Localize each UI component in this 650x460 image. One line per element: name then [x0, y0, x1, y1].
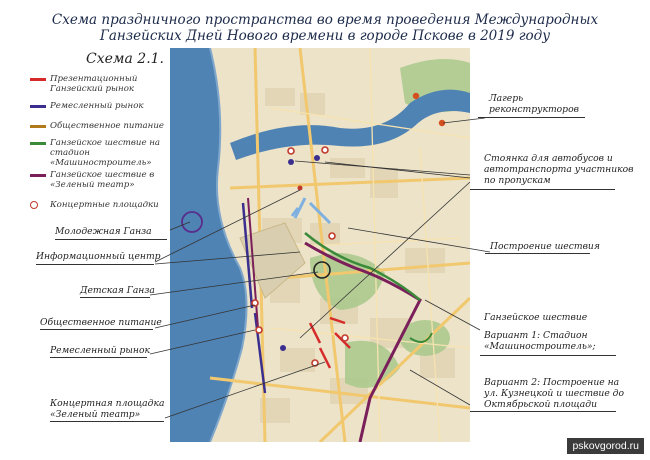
underline: [470, 189, 615, 190]
underline: [80, 297, 150, 298]
underline: [470, 411, 616, 412]
label-procession-formation: Построение шествия: [490, 241, 600, 252]
underline: [480, 355, 616, 356]
underline: [50, 421, 164, 422]
label-catering: Общественное питание: [40, 317, 162, 328]
label-info-center: Информационный центр: [36, 251, 161, 262]
label-option-2: Вариант 2: Построение на ул. Кузнецкой и шествие до Октябрьской площади: [484, 377, 625, 410]
underline: [36, 264, 154, 265]
underline: [40, 329, 153, 330]
label-youth-hansa: Молодежная Ганза: [55, 226, 152, 237]
label-craft-market: Ремесленный рынок: [50, 345, 150, 356]
label-green-theater: Концертная площадка «Зеленый театр»: [50, 398, 165, 420]
underline: [478, 117, 585, 118]
label-option-1: Вариант 1: Стадион «Машиностроитель»;: [484, 330, 596, 352]
page-title: Схема праздничного пространства во время проведения Международных Ганзейских Дней Нового времени в городе Пскове в 2019 году: [51, 12, 599, 44]
scheme-page: Схема праздничного пространства во время проведения Международных Ганзейских Дней Нового времени в городе Пскове в 2019 году Схема 2.1. Презентационный Ганзейский рынок Ремесленный рынок Общественное питание Ганзейское шествие на стадион «Машиностроитель» Ганзейское шествие в «Зеленый театр» Концертные площадки Молодежная Ганза Информационный центр Детская Ганза Общественное питание Ремесленный рынок Концертная площадка «Зеленый театр» Лагерь реконструкторов Стоянка для автобусов и автотранспорта участников по пропускам Построение шествия Ганзейское шествие Вариант 1: Стадион «Машиностроитель»; Вариант 2: Построение на ул. Кузнецкой и шествие до Октябрьской площади pskovgorod.ru: [0, 0, 650, 460]
underline: [485, 253, 590, 254]
label-children-hansa: Детская Ганза: [80, 285, 155, 296]
underline: [55, 239, 167, 240]
source-credit[interactable]: pskovgorod.ru: [567, 438, 644, 454]
underline: [50, 357, 147, 358]
label-reenactor-camp: Лагерь реконструкторов: [489, 93, 579, 115]
label-hansa-procession: Ганзейское шествие: [484, 312, 588, 323]
label-bus-parking: Стоянка для автобусов и автотранспорта участников по пропускам: [484, 153, 634, 186]
scheme-label: Схема 2.1.: [86, 51, 165, 67]
